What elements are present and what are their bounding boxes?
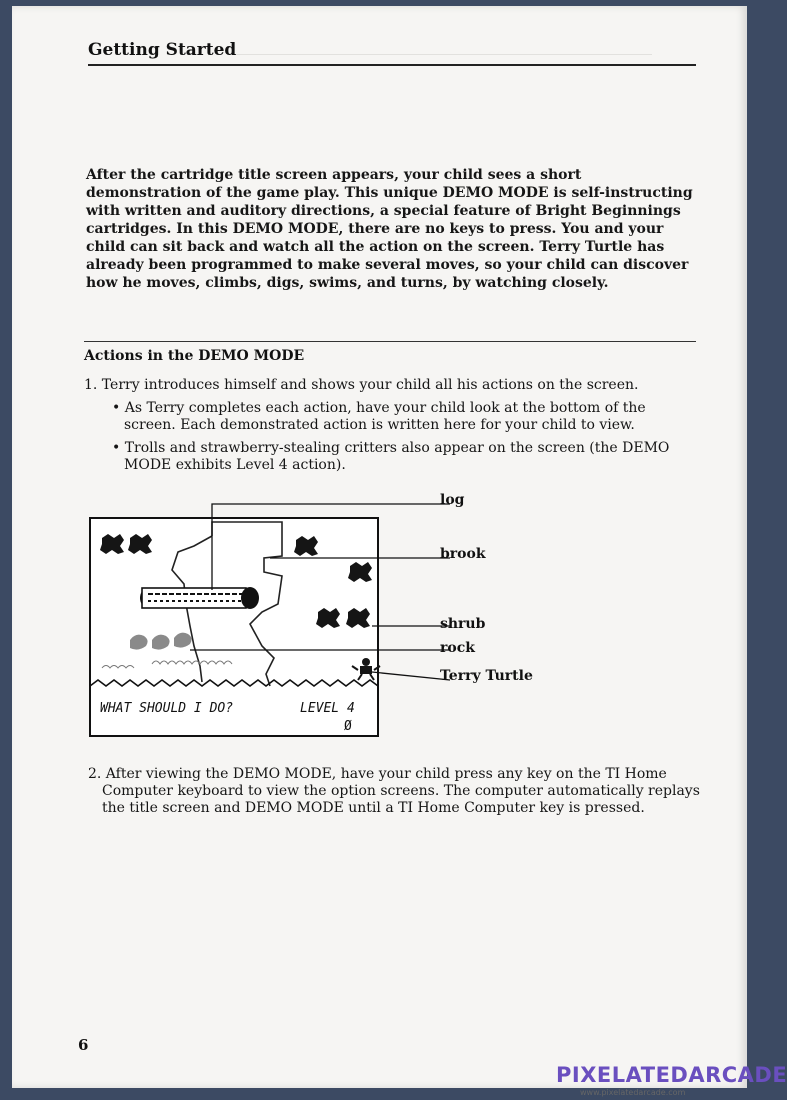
label-brook: brook [440,546,486,562]
screen-level: LEVEL 4 [300,701,355,716]
list-bullet-2: • Trolls and strawberry-stealing critters also appear on the screen (the DEMO MODE exhibits Level 4 action). [112,440,670,473]
list-item-2: 2. After viewing the DEMO MODE, have your child press any key on the TI Home Computer keyboard to view the option screens. The computer automatically replays the title screen and DEMO MODE until a TI Home Computer key is pressed. [88,766,700,816]
intro-paragraph: After the cartridge title screen appears, your child sees a short demonstration of the game play. This unique DEMO MODE is self-instructing with written and auditory directions, a special feature of Bright Beginnings cartridges. In this DEMO MODE, there are no keys to press. You and your child can sit back and watch all the action on the screen. Terry Turtle has already been programmed to make several moves, so your child can discover how he moves, climbs, digs, swims, and turns, by watching closely. [86,167,693,291]
label-log: log [440,492,465,508]
site-watermark-url: www.pixelatedarcade.com [580,1088,686,1097]
label-rock: rock [440,640,475,656]
section-divider [84,341,696,342]
page-title: Getting Started [88,40,696,66]
page-number: 6 [78,1036,89,1054]
list-item-1: 1. Terry introduces himself and shows your child all his actions on the screen. [84,377,639,393]
screen-prompt: WHAT SHOULD I DO? [100,701,234,716]
list-bullet-1: • As Terry completes each action, have your child look at the bottom of the screen. Each demonstrated action is written here for your child to view. [112,400,646,433]
label-shrub: shrub [440,616,486,632]
manual-page [12,6,747,1088]
section-heading: Actions in the DEMO MODE [84,348,305,364]
actions-list [84,377,696,480]
screen-counter: Ø [344,719,352,734]
site-watermark: PIXELATEDARCADE [556,1063,787,1087]
rocks [130,633,192,650]
label-terry-turtle: Terry Turtle [440,668,533,684]
log [140,587,259,609]
